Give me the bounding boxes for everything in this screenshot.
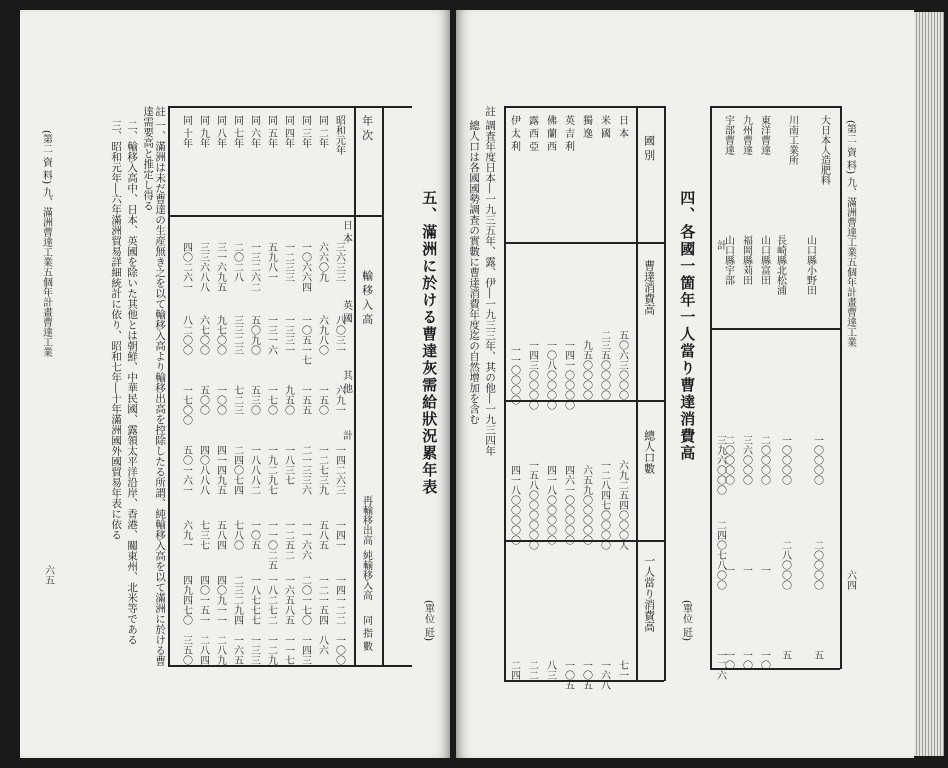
row-net: 一四一二二	[333, 575, 345, 625]
row-total: 一九二九七	[265, 445, 277, 495]
row-value-b: 二〇〇〇〇	[811, 540, 823, 590]
row-total: 一四二六三	[333, 445, 345, 495]
row-other: 一七〇	[265, 385, 277, 415]
row-japan: 三一六九五	[214, 242, 226, 292]
row-year: 同 六年	[248, 115, 260, 149]
row-value-a: 一〇〇〇〇	[811, 435, 823, 485]
row-consumption: 一一〇〇〇〇	[508, 345, 520, 405]
left-section-title: 五、滿洲に於ける曹達灰需給狀況累年表	[420, 190, 439, 496]
row-index: 一二九	[265, 635, 277, 665]
row-location: 福岡縣苅田	[740, 235, 752, 285]
row-reexport: 一四一	[333, 520, 345, 550]
row-index: 三五〇	[180, 635, 192, 665]
row-per-capita: 七一	[616, 660, 628, 680]
consumption-col-per-capita: 一人當り消費高	[642, 555, 656, 632]
right-page	[456, 10, 914, 758]
row-per-capita: 一〇五	[562, 660, 574, 690]
right-section-title: 四、各國一箇年一人當り曹達消費高	[678, 190, 697, 462]
row-consumption: 五〇六三〇〇〇	[616, 330, 628, 400]
row-uk: 一三三一	[282, 315, 294, 355]
row-other: 六九一	[333, 385, 345, 415]
row-country: 獨 逸	[580, 115, 592, 139]
left-col-year: 年 次	[360, 115, 374, 141]
row-population: 一五八〇〇〇〇〇〇	[526, 460, 538, 550]
row-reexport: 一二五二	[282, 520, 294, 560]
row-per-capita: 一〇五	[580, 660, 592, 690]
row-value-b: 一	[740, 565, 752, 575]
left-note-3: 三、昭和元年―六年滿洲貿易詳細統計に依り、昭和七年―十年滿洲國外國貿易年表に依る	[110, 120, 123, 540]
row-value-c: 五	[779, 650, 791, 660]
left-table-header-rule	[382, 106, 384, 666]
row-reexport: 一〇五	[248, 520, 260, 550]
row-total: 二四〇七四	[231, 445, 243, 495]
left-table-divider	[354, 106, 356, 666]
right-top-total-c: 一二六	[714, 650, 726, 680]
row-japan: 四〇二六一	[180, 242, 192, 292]
row-other: 五〇〇	[197, 385, 209, 415]
right-top-table-top-rule	[710, 106, 840, 108]
row-population: 一二八四七〇〇〇〇	[598, 460, 610, 550]
row-reexport: 七三七	[197, 520, 209, 550]
row-reexport: 六九一	[180, 520, 192, 550]
row-value-c: 一〇	[740, 650, 752, 670]
row-country: 露 西 亞	[526, 115, 538, 152]
row-value-b: 一	[722, 565, 734, 575]
right-top-total-label: 計	[714, 240, 726, 250]
row-reexport: 七八〇	[231, 520, 243, 550]
page-stack-edge	[914, 12, 944, 756]
consumption-table-right-rule	[664, 106, 666, 681]
row-index: 二八四	[197, 635, 209, 665]
row-net: 四九四七〇	[180, 575, 192, 625]
row-total: 二一三三六	[299, 445, 311, 495]
row-per-capita: 一六八	[598, 660, 610, 690]
row-company: 大日本人造肥料	[818, 115, 830, 185]
row-total: 一八八八二	[248, 445, 260, 495]
consumption-col-rule-1	[504, 242, 664, 244]
row-country: 日 本	[616, 115, 628, 139]
row-uk: 一〇五一七	[299, 315, 311, 365]
row-year: 同 五年	[265, 115, 277, 149]
row-japan: 一三二六二	[248, 242, 260, 292]
row-value-a: 三六〇〇〇	[740, 435, 752, 485]
right-unit-label: (單位 瓩)	[680, 600, 692, 641]
row-uk: 六七〇〇	[197, 315, 209, 355]
row-population: 四一八〇〇〇〇〇	[544, 465, 556, 545]
row-reexport: 一一六六	[299, 520, 311, 560]
row-value-a: 二〇〇〇〇	[722, 435, 734, 485]
row-country: 伊 太 利	[508, 115, 520, 152]
row-total: 一八三七	[282, 445, 294, 485]
row-uk: 一三一六	[265, 315, 277, 355]
left-col-index: 同 指 數	[360, 615, 372, 652]
row-index: 一〇〇	[333, 635, 345, 665]
row-year: 同 八年	[214, 115, 226, 149]
row-uk: 八二〇〇	[180, 315, 192, 355]
row-index: 一三三	[248, 635, 260, 665]
row-uk: 九七〇〇	[214, 315, 226, 355]
left-unit-label: (單位 瓩)	[422, 600, 434, 641]
consumption-col-country: 國 別	[642, 135, 656, 161]
row-index: 一四三	[299, 635, 311, 665]
row-total: 四一四九五	[214, 445, 226, 495]
row-year: 昭和元年	[333, 115, 345, 155]
row-other: 九五〇	[282, 385, 294, 415]
row-index: 一六五	[231, 635, 243, 665]
row-population: 四六一〇〇〇〇〇	[562, 465, 574, 545]
row-company: 東洋曹達	[758, 115, 770, 155]
row-value-a: 一〇〇〇〇	[779, 435, 791, 485]
right-top-table-col-rule	[710, 328, 840, 330]
row-country: 米 國	[598, 115, 610, 139]
row-consumption: 二三五〇〇〇〇	[598, 330, 610, 400]
row-net: 二三二九四	[231, 575, 243, 625]
row-japan: 三三六八八	[197, 242, 209, 292]
left-page-header: (第二 資 料) 九、滿洲曹達工業五個年計畫曹達工業	[40, 130, 52, 358]
row-japan: 一二三三	[282, 242, 294, 282]
row-population: 六五九〇〇〇〇〇	[580, 465, 592, 545]
row-consumption: 一〇八〇〇〇〇	[544, 340, 556, 410]
right-top-total-b: 二四〇七八〇〇	[714, 520, 726, 590]
row-other: 一五五	[299, 385, 311, 415]
row-japan: 一〇六六四	[299, 242, 311, 292]
row-net: 一八七七七	[248, 575, 260, 625]
row-index: 八六	[316, 635, 328, 655]
row-per-capita: 二四	[508, 660, 520, 680]
row-per-capita: 八三	[544, 660, 556, 680]
row-country: 英 吉 利	[562, 115, 574, 152]
row-other: 一七〇〇	[180, 385, 192, 425]
row-net: 四〇九一一	[214, 575, 226, 625]
right-note-2: 總人口は各國國勢調査の實數に曹達消費年度迄の自然增加を含む	[468, 120, 481, 425]
row-value-c: 一〇	[758, 650, 770, 670]
left-page	[20, 10, 450, 758]
consumption-col-population: 總人口數	[642, 430, 656, 474]
row-consumption: 一四一〇〇〇〇	[562, 340, 574, 410]
left-page-number: 六五	[42, 565, 54, 585]
row-value-c: 一〇	[722, 650, 734, 670]
row-country: 佛 蘭 西	[544, 115, 556, 152]
left-col-other: 其 他	[340, 370, 352, 394]
row-total: 五〇一六一	[180, 445, 192, 495]
left-col-total: 計	[340, 430, 352, 440]
row-reexport: 五八五	[316, 520, 328, 550]
row-year: 同 七年	[231, 115, 243, 149]
left-col-net: 純輸移入高	[360, 550, 372, 600]
row-total: 四〇八八八	[197, 445, 209, 495]
row-uk: 八〇三一	[333, 315, 345, 355]
row-reexport: 五八四	[214, 520, 226, 550]
left-col-imports: 輸 移 入 高	[360, 270, 374, 325]
row-year: 同 九年	[197, 115, 209, 149]
row-index: 二八九	[214, 635, 226, 665]
row-uk: 六九八〇	[316, 315, 328, 355]
row-net: 二〇一七〇	[299, 575, 311, 625]
row-other: 七二三	[231, 385, 243, 415]
row-per-capita: 二二	[526, 660, 538, 680]
consumption-table-top-rule	[504, 106, 664, 108]
row-index: 一一七	[282, 635, 294, 665]
row-net: 四〇一五一	[197, 575, 209, 625]
left-col-uk: 英 國	[340, 300, 352, 324]
left-table-top-rule	[168, 106, 412, 108]
row-japan: 五九八一	[265, 242, 277, 282]
row-net: 一八二七二	[265, 575, 277, 625]
right-top-table-edge	[840, 106, 842, 669]
left-note-2: 二、輸移入高中、日本、英國を除いた其他とは朝鮮、中華民國、露領太平洋沿岸、香港、關東州、北米等である	[126, 120, 139, 645]
row-population: 四一八〇〇〇〇〇	[508, 465, 520, 545]
row-consumption: 一四三〇〇〇〇	[526, 340, 538, 410]
row-value-c: 五	[811, 650, 823, 660]
row-year: 同 十年	[180, 115, 192, 149]
right-page-header: (第二 資 料) 九、滿洲曹達工業五個年計畫曹達工業	[844, 120, 856, 348]
row-company: 川南工業所	[786, 115, 798, 165]
consumption-table-left-rule	[504, 106, 506, 681]
right-page-number: 六四	[844, 570, 856, 590]
row-company: 九州曹達	[740, 115, 752, 155]
right-top-total-a: 三九六〇〇〇	[714, 435, 726, 495]
row-location: 長崎縣北松浦	[774, 235, 786, 295]
left-col-japan: 日 本	[340, 220, 352, 244]
row-uk: 三三二三	[231, 315, 243, 355]
row-japan: 二〇二八	[231, 242, 243, 282]
row-total: 一二七三九	[316, 445, 328, 495]
right-note-1: 註 調査年度日本―一九三五年、露、伊―一九三三年、其の他―一九三四年	[484, 106, 497, 456]
consumption-table-header-rule	[636, 106, 638, 681]
row-other: 一五〇	[316, 385, 328, 415]
left-table-bottom-rule	[168, 665, 412, 667]
right-top-table-left-rule	[710, 106, 712, 669]
row-location: 山口縣宇部	[722, 235, 734, 285]
row-company: 宇部曹達	[722, 115, 734, 155]
row-japan: 六六〇九	[316, 242, 328, 282]
row-year: 同 四年	[282, 115, 294, 149]
row-value-b: 一	[758, 565, 770, 575]
row-population: 六九二五四〇〇〇人	[616, 460, 628, 550]
row-net: 一二一五四	[316, 575, 328, 625]
row-net: 一六五八五	[282, 575, 294, 625]
row-japan: 三六三三	[333, 242, 345, 282]
consumption-col-consumption: 曹達消費高	[642, 260, 656, 315]
left-table-col-rule	[168, 215, 382, 217]
row-other: 一〇〇	[214, 385, 226, 415]
row-other: 五三〇	[248, 385, 260, 415]
row-value-b: 二八〇〇〇	[779, 540, 791, 590]
row-location: 山口縣小野田	[804, 235, 816, 295]
row-consumption: 九五〇〇〇〇	[580, 340, 592, 400]
row-location: 山口縣富田	[758, 235, 770, 285]
row-year: 同 三年	[299, 115, 311, 149]
left-table-left-rule	[168, 106, 170, 666]
row-reexport: 一一〇二五	[265, 520, 277, 570]
row-uk: 五〇九〇	[248, 315, 260, 355]
row-value-a: 二〇〇〇〇	[758, 435, 770, 485]
left-col-reexport: 再輸移出高	[360, 495, 372, 545]
row-year: 同 二年	[316, 115, 328, 149]
left-note-1: 註 一、滿洲は未だ曹達の生産無き之を以て輸移入高より輸移出高を控除したる所謂、純輸移入高を以て滿洲に於ける曹達需要高と推定し得る	[142, 106, 167, 666]
